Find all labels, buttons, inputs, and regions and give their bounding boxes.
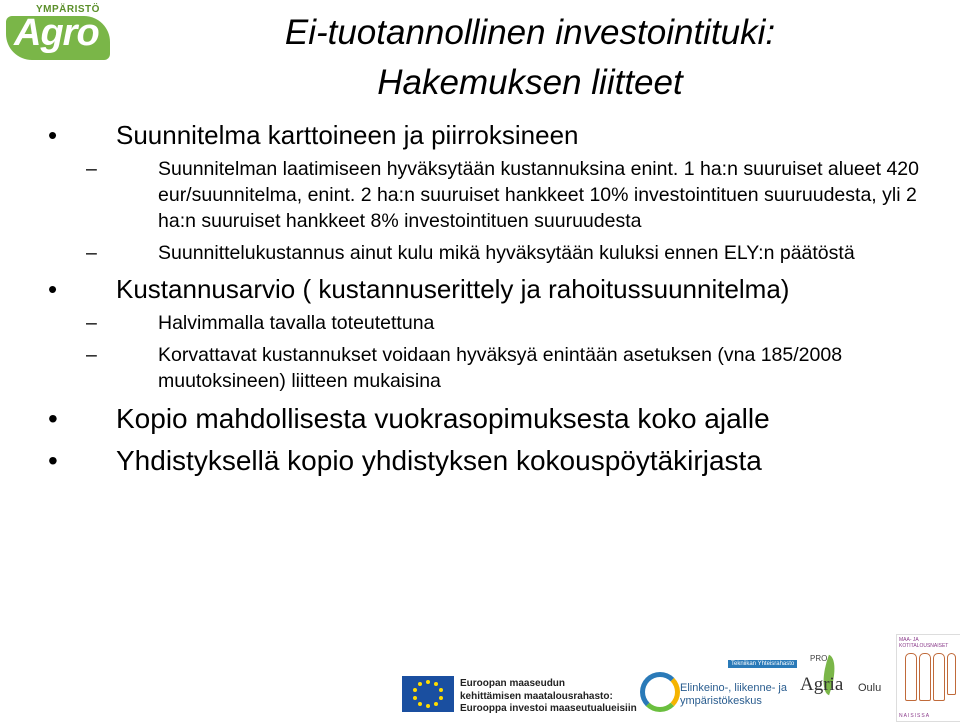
title-line-2: Hakemuksen liitteet — [377, 63, 683, 102]
logo-top-text: YMPÄRISTÖ — [36, 4, 100, 15]
bullet-icon: • — [48, 120, 58, 150]
bullet-item — [0, 118, 960, 152]
woman-figure-icon — [933, 653, 945, 701]
sub-bullet-item — [0, 240, 960, 266]
ely-centre-text — [680, 682, 787, 708]
bullet-icon: • — [48, 274, 58, 304]
naiset-logo — [896, 634, 960, 722]
eu-flag-icon — [402, 676, 454, 712]
proagria-city: Oulu — [858, 682, 882, 694]
ymparisto-agro-logo — [6, 6, 112, 62]
bullet-item — [0, 400, 960, 438]
dash-icon: – — [86, 312, 97, 334]
ely-badge: Tekniikan Yhteisrahasto — [728, 660, 797, 668]
slide-content — [0, 118, 960, 484]
bullet-item — [0, 272, 960, 306]
sub-bullet-item — [0, 310, 960, 336]
dash-icon: – — [86, 242, 97, 264]
dash-icon: – — [86, 344, 97, 366]
naiset-header: MAA- JA KOTITALOUSNAISET — [899, 637, 949, 649]
bullet-text: Kustannusarvio ( kustannuserittely ja rahoitussuunnitelma) — [116, 274, 790, 304]
slide-title — [130, 8, 930, 108]
eu-line-3: Eurooppa investoi maaseutualueisiin — [460, 703, 637, 714]
sub-bullet-text: Halvimmalla tavalla toteutettuna — [158, 312, 435, 334]
woman-figure-icon — [919, 653, 931, 701]
ely-line-1: Elinkeino-, liikenne- ja — [680, 682, 787, 694]
woman-figure-icon — [905, 653, 917, 701]
footer-logos — [0, 620, 960, 720]
sub-bullet-item — [0, 342, 960, 394]
sub-bullet-text: Korvattavat kustannukset voidaan hyväksyä enintään asetuksen (vna 185/2008 muutoksineen) liitteen mukaisina — [158, 344, 843, 392]
ely-line-2: ympäristökeskus — [680, 695, 762, 707]
bullet-icon: • — [48, 403, 58, 434]
eu-line-2: kehittämisen maatalousrahasto: — [460, 690, 613, 702]
bullet-text: Suunnitelma karttoineen ja piirroksineen — [116, 120, 579, 150]
bullet-icon: • — [48, 445, 58, 476]
sub-bullet-text: Suunnitelman laatimiseen hyväksytään kustannuksina enint. 1 ha:n suuruiset alueet 420 eur/suunnitelma, enint. 2 ha:n suuruiset hankkeet 10% investointituen suuruudesta, yli 2 ha:n suuruiset hankkeet 8% investointituen suuruudesta — [158, 158, 919, 232]
dash-icon: – — [86, 158, 97, 180]
bullet-text: Yhdistyksellä kopio yhdistyksen kokouspöytäkirjasta — [116, 445, 762, 476]
eu-line-1: Euroopan maaseudun — [460, 678, 566, 689]
ely-swirl-icon — [640, 672, 680, 712]
woman-figure-icon — [947, 653, 956, 695]
naiset-brand: NAISISSA — [899, 713, 931, 719]
eu-fund-text — [460, 678, 637, 716]
bullet-text: Kopio mahdollisesta vuokrasopimuksesta koko ajalle — [116, 403, 770, 434]
sub-bullet-item — [0, 156, 960, 234]
proagria-pro-text: PRO — [810, 654, 828, 663]
title-line-1: Ei-tuotannollinen investointituki: — [284, 13, 776, 52]
bullet-item — [0, 442, 960, 480]
logo-word: Agro — [14, 12, 99, 54]
sub-bullet-text: Suunnittelukustannus ainut kulu mikä hyväksytään kuluksi ennen ELY:n päätöstä — [158, 242, 855, 264]
proagria-word: Agria — [800, 674, 844, 695]
